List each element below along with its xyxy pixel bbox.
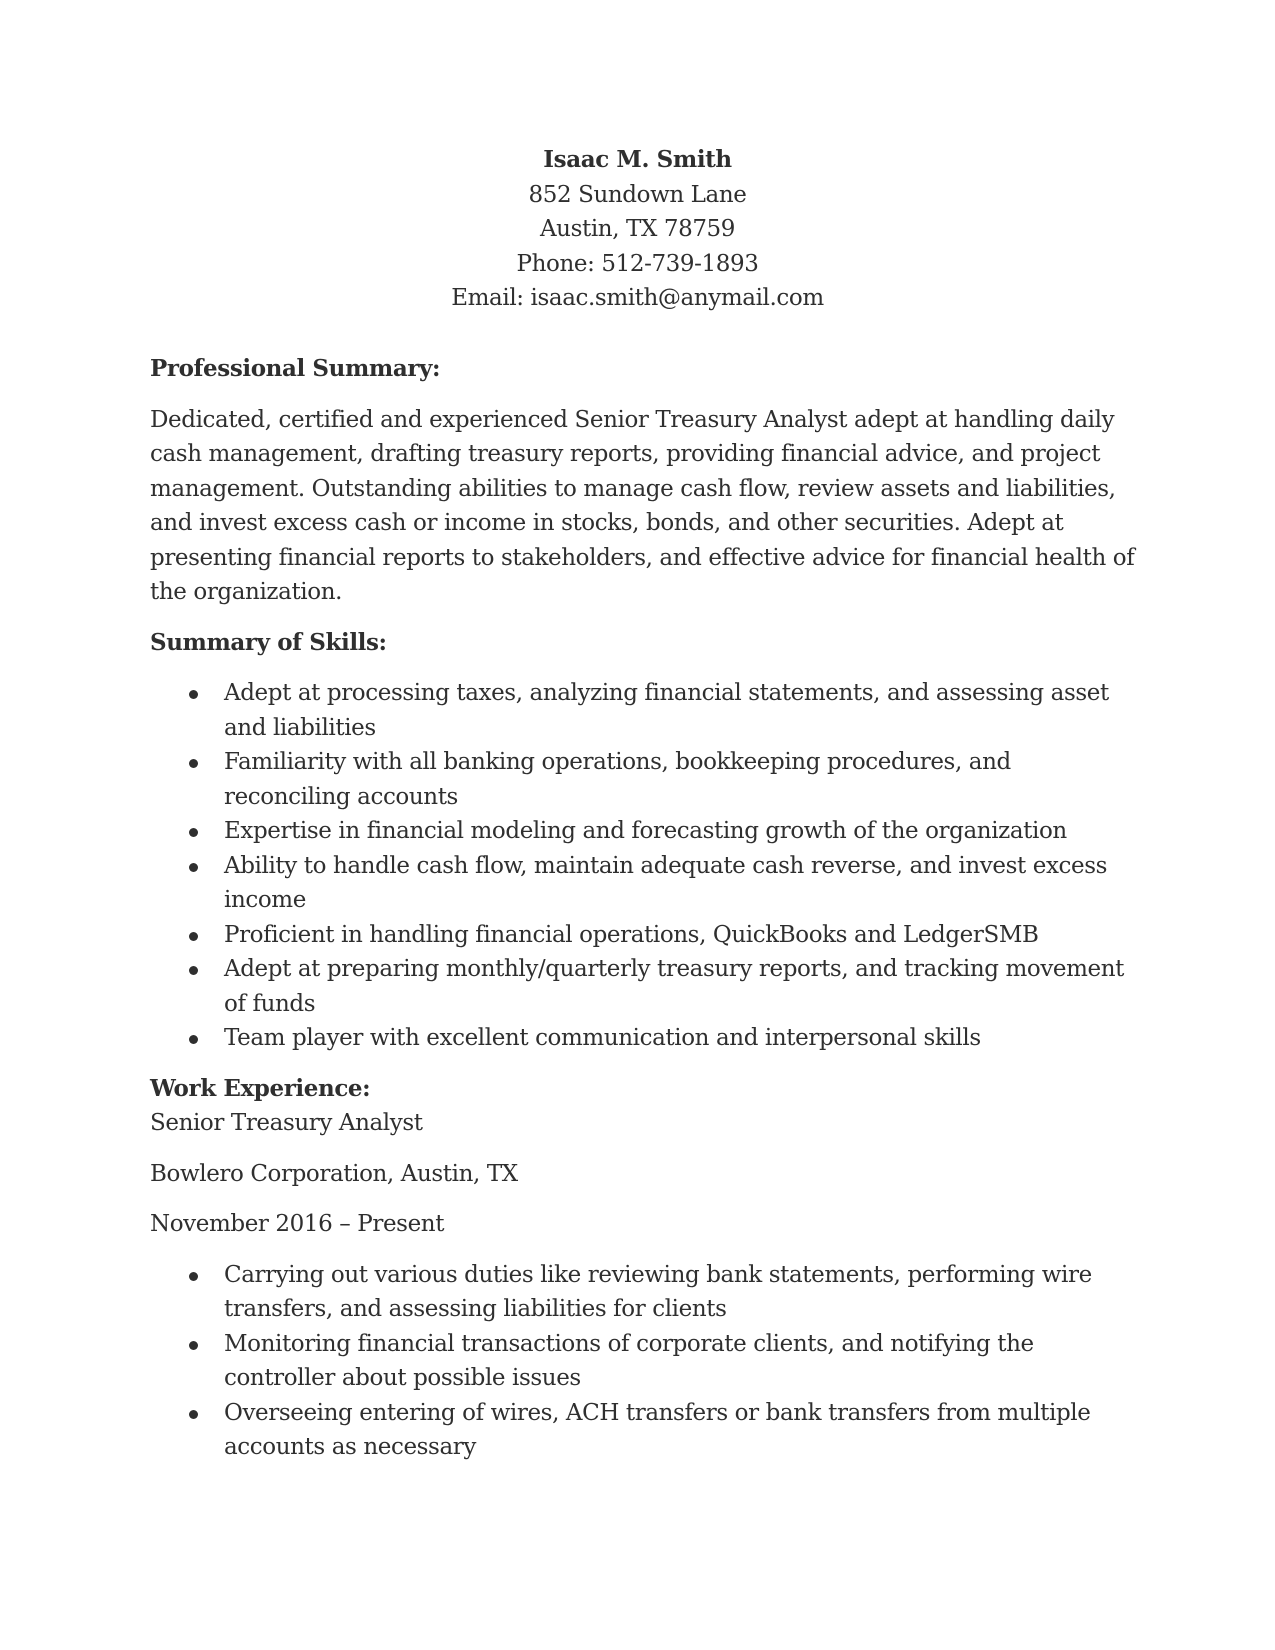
bullet-icon <box>189 966 198 975</box>
skill-text: Adept at preparing monthly/quarterly treasury reports, and tracking movement of funds <box>224 956 1125 1017</box>
list-item <box>150 849 1140 918</box>
skill-text: Proficient in handling financial operations, QuickBooks and LedgerSMB <box>224 921 1039 948</box>
address-line-1: 852 Sundown Lane <box>528 181 747 208</box>
contact-header <box>0 143 1275 316</box>
job-title: Senior Treasury Analyst <box>150 1110 423 1136</box>
duties-list <box>150 1258 1140 1465</box>
address-line-2: Austin, TX 78759 <box>539 216 736 242</box>
professional-summary-heading: Professional Summary: <box>150 355 441 382</box>
bullet-icon <box>189 863 198 872</box>
list-item <box>150 1021 1140 1056</box>
bullet-icon <box>189 932 198 941</box>
bullet-icon <box>189 1272 198 1281</box>
bullet-icon <box>189 1410 198 1419</box>
company-name: Bowlero Corporation, Austin, TX <box>150 1160 518 1187</box>
bullet-icon <box>189 1035 198 1044</box>
skills-list <box>150 676 1140 1056</box>
list-item <box>150 918 1140 953</box>
list-item <box>150 952 1140 1021</box>
skill-text: Adept at processing taxes, analyzing financial statements, and assessing asset and liabilities <box>224 680 1109 741</box>
email-line: Email: isaac.smith@anymail.com <box>451 285 824 311</box>
skill-text: Expertise in financial modeling and forecasting growth of the organization <box>224 818 1067 844</box>
skill-text: Familiarity with all banking operations, bookkeeping procedures, and reconciling accounts <box>224 749 1011 810</box>
duty-text: Overseeing entering of wires, ACH transfers or bank transfers from multiple accounts as necessary <box>224 1399 1091 1460</box>
employment-dates: November 2016 – Present <box>150 1211 445 1237</box>
skill-text: Ability to handle cash flow, maintain adequate cash reverse, and invest excess income <box>224 852 1108 913</box>
list-item <box>150 1258 1140 1327</box>
skills-heading: Summary of Skills: <box>150 628 387 656</box>
bullet-icon <box>189 1341 198 1350</box>
candidate-name: Isaac M. Smith <box>543 146 732 173</box>
duty-text: Monitoring financial transactions of corporate clients, and notifying the controller about possible issues <box>224 1330 1034 1391</box>
list-item <box>150 814 1140 849</box>
list-item <box>150 1396 1140 1465</box>
list-item <box>150 1327 1140 1396</box>
phone-line: Phone: 512-739-1893 <box>516 250 759 277</box>
list-item <box>150 745 1140 814</box>
list-item <box>150 676 1140 745</box>
bullet-icon <box>189 759 198 768</box>
professional-summary-text: Dedicated, certified and experienced Senior Treasury Analyst adept at handling daily cash management, drafting treasury reports, providing financial advice, and project management. Outstanding abilities to manage cash flow, review assets and liabilities, and invest excess cash or income in stocks, bonds, and other securities. Adept at presenting financial reports to stakeholders, and effective advice for financial health of the organization. <box>150 406 1135 605</box>
bullet-icon <box>189 690 198 699</box>
bullet-icon <box>189 828 198 837</box>
skill-text: Team player with excellent communication and interpersonal skills <box>224 1025 981 1051</box>
work-experience-heading: Work Experience: <box>150 1074 371 1102</box>
resume-body <box>150 352 1140 1465</box>
duty-text: Carrying out various duties like reviewing bank statements, performing wire transfers, and assessing liabilities for clients <box>224 1261 1092 1322</box>
